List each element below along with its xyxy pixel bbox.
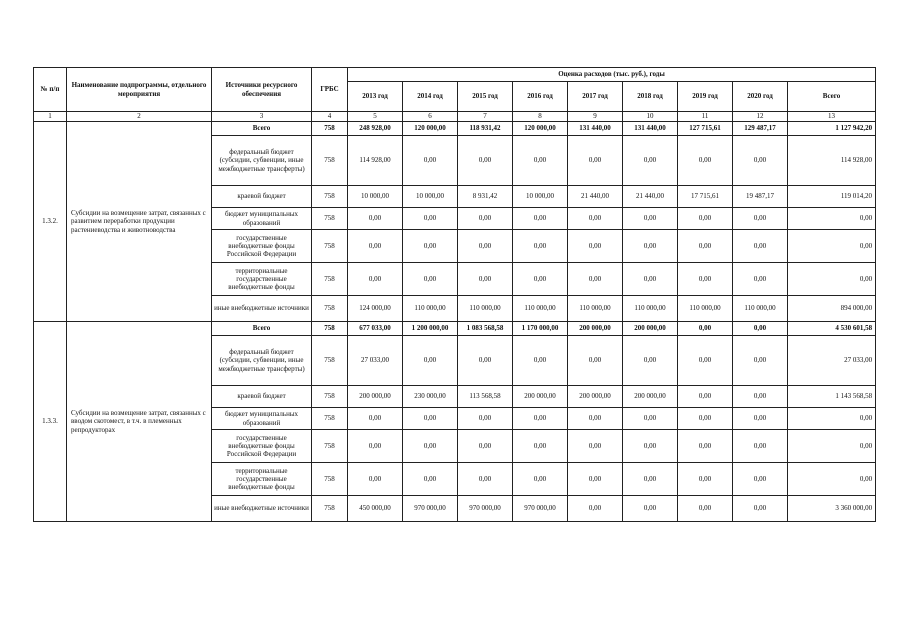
year-value: 0,00: [458, 336, 513, 386]
year-value: 0,00: [568, 336, 623, 386]
funding-source: федеральный бюджет (субсидии, субвенции, иные межбюджетные трансферты): [212, 136, 312, 186]
table-body: [34, 122, 876, 522]
header-year: 2015 год: [458, 82, 513, 112]
column-number: 1: [34, 112, 67, 122]
grbs-code: 758: [312, 430, 348, 463]
total-value: 1 127 942,20: [788, 122, 876, 136]
year-value: 0,00: [678, 386, 733, 408]
year-value: 0,00: [458, 136, 513, 186]
year-value: 0,00: [568, 408, 623, 430]
year-value: 0,00: [733, 208, 788, 230]
funding-source: иные внебюджетные источники: [212, 296, 312, 322]
grbs-code: 758: [312, 408, 348, 430]
measure-name: Субсидии на возмещение затрат, связанных с развитием переработки продукции растениеводства и животноводства: [67, 122, 212, 322]
year-value: 200 000,00: [623, 322, 678, 336]
year-value: 0,00: [403, 408, 458, 430]
year-value: 0,00: [568, 208, 623, 230]
total-value: 0,00: [788, 463, 876, 496]
year-value: 0,00: [458, 208, 513, 230]
column-number: 10: [623, 112, 678, 122]
year-value: 970 000,00: [403, 496, 458, 522]
year-value: 230 000,00: [403, 386, 458, 408]
year-value: 0,00: [678, 336, 733, 386]
funding-source: государственные внебюджетные фонды Российской Федерации: [212, 430, 312, 463]
column-number: 7: [458, 112, 513, 122]
year-value: 110 000,00: [403, 296, 458, 322]
year-value: 27 033,00: [348, 336, 403, 386]
total-value: 4 530 601,58: [788, 322, 876, 336]
header-year: 2013 год: [348, 82, 403, 112]
year-value: 0,00: [403, 430, 458, 463]
funding-source: иные внебюджетные источники: [212, 496, 312, 522]
measure-index: 1.3.2.: [34, 122, 67, 322]
year-value: 110 000,00: [458, 296, 513, 322]
year-value: 0,00: [733, 336, 788, 386]
year-value: 0,00: [513, 230, 568, 263]
year-value: 0,00: [678, 208, 733, 230]
year-value: 0,00: [733, 386, 788, 408]
total-value: 114 928,00: [788, 136, 876, 186]
year-value: 0,00: [568, 430, 623, 463]
column-number: 11: [678, 112, 733, 122]
year-value: 113 568,58: [458, 386, 513, 408]
column-number: 2: [67, 112, 212, 122]
year-value: 1 083 568,58: [458, 322, 513, 336]
year-value: 0,00: [678, 322, 733, 336]
year-value: 0,00: [623, 230, 678, 263]
year-value: 677 033,00: [348, 322, 403, 336]
year-value: 0,00: [623, 430, 678, 463]
year-value: 970 000,00: [513, 496, 568, 522]
grbs-code: 758: [312, 186, 348, 208]
grbs-code: 758: [312, 296, 348, 322]
grbs-code: 758: [312, 263, 348, 296]
header-number: № п/п: [34, 68, 67, 112]
year-value: 110 000,00: [623, 296, 678, 322]
year-value: 110 000,00: [678, 296, 733, 322]
year-value: 131 440,00: [623, 122, 678, 136]
year-value: 0,00: [623, 136, 678, 186]
year-value: 0,00: [403, 136, 458, 186]
year-value: 0,00: [733, 136, 788, 186]
year-value: 0,00: [733, 496, 788, 522]
funding-source: территориальные государственные внебюджетные фонды: [212, 263, 312, 296]
year-value: 0,00: [513, 463, 568, 496]
total-value: 3 360 000,00: [788, 496, 876, 522]
total-value: 0,00: [788, 230, 876, 263]
column-number: 9: [568, 112, 623, 122]
funding-source: федеральный бюджет (субсидии, субвенции, иные межбюджетные трансферты): [212, 336, 312, 386]
funding-source: бюджет муниципальных образований: [212, 208, 312, 230]
year-value: 0,00: [678, 136, 733, 186]
year-value: 0,00: [678, 430, 733, 463]
header-estimate: Оценка расходов (тыс. руб.), годы: [348, 68, 876, 82]
year-value: 0,00: [348, 408, 403, 430]
year-value: 0,00: [348, 230, 403, 263]
funding-source: Всего: [212, 322, 312, 336]
grbs-code: 758: [312, 208, 348, 230]
header-year: 2018 год: [623, 82, 678, 112]
year-value: 0,00: [403, 263, 458, 296]
year-value: 129 487,17: [733, 122, 788, 136]
header-year: 2016 год: [513, 82, 568, 112]
grbs-code: 758: [312, 322, 348, 336]
year-value: 0,00: [568, 496, 623, 522]
year-value: 0,00: [733, 408, 788, 430]
year-value: 19 487,17: [733, 186, 788, 208]
column-numbers-row: [34, 112, 876, 122]
funding-source: Всего: [212, 122, 312, 136]
grbs-code: 758: [312, 463, 348, 496]
measure-name: Субсидии на возмещение затрат, связанных с вводом скотомест, в т.ч. в племенных репродукторах: [67, 322, 212, 522]
header-year: 2020 год: [733, 82, 788, 112]
grbs-code: 758: [312, 496, 348, 522]
year-value: 0,00: [678, 408, 733, 430]
header-grbs: ГРБС: [312, 68, 348, 112]
year-value: 248 928,00: [348, 122, 403, 136]
year-value: 0,00: [733, 430, 788, 463]
grbs-code: 758: [312, 336, 348, 386]
header-year: 2017 год: [568, 82, 623, 112]
year-value: 0,00: [403, 463, 458, 496]
year-value: 0,00: [733, 463, 788, 496]
column-number: 6: [403, 112, 458, 122]
year-value: 0,00: [348, 208, 403, 230]
year-value: 0,00: [568, 136, 623, 186]
grbs-code: 758: [312, 230, 348, 263]
column-number: 5: [348, 112, 403, 122]
year-value: 10 000,00: [403, 186, 458, 208]
year-value: 120 000,00: [513, 122, 568, 136]
year-value: 200 000,00: [568, 386, 623, 408]
total-value: 894 000,00: [788, 296, 876, 322]
year-value: 120 000,00: [403, 122, 458, 136]
year-value: 110 000,00: [513, 296, 568, 322]
year-value: 200 000,00: [513, 386, 568, 408]
year-value: 0,00: [513, 408, 568, 430]
header-year: Всего: [788, 82, 876, 112]
year-value: 0,00: [623, 208, 678, 230]
year-value: 0,00: [568, 463, 623, 496]
table-row: [34, 322, 876, 336]
total-value: 1 143 568,58: [788, 386, 876, 408]
header-year: 2019 год: [678, 82, 733, 112]
year-value: 10 000,00: [348, 186, 403, 208]
year-value: 970 000,00: [458, 496, 513, 522]
year-value: 0,00: [348, 463, 403, 496]
year-value: 118 931,42: [458, 122, 513, 136]
year-value: 0,00: [513, 263, 568, 296]
year-value: 0,00: [568, 230, 623, 263]
total-value: 0,00: [788, 430, 876, 463]
year-value: 0,00: [348, 430, 403, 463]
total-value: 27 033,00: [788, 336, 876, 386]
total-value: 0,00: [788, 263, 876, 296]
year-value: 0,00: [513, 336, 568, 386]
year-value: 0,00: [623, 408, 678, 430]
year-value: 200 000,00: [348, 386, 403, 408]
column-number: 13: [788, 112, 876, 122]
total-value: 119 014,20: [788, 186, 876, 208]
year-value: 110 000,00: [733, 296, 788, 322]
column-number: 8: [513, 112, 568, 122]
year-value: 0,00: [458, 230, 513, 263]
column-number: 3: [212, 112, 312, 122]
year-value: 0,00: [733, 322, 788, 336]
year-value: 0,00: [678, 496, 733, 522]
funding-source: территориальные государственные внебюджетные фонды: [212, 463, 312, 496]
funding-source: государственные внебюджетные фонды Российской Федерации: [212, 230, 312, 263]
year-value: 21 440,00: [568, 186, 623, 208]
year-value: 0,00: [733, 263, 788, 296]
year-value: 21 440,00: [623, 186, 678, 208]
measure-index: 1.3.3.: [34, 322, 67, 522]
year-value: 0,00: [403, 336, 458, 386]
funding-source: краевой бюджет: [212, 386, 312, 408]
year-value: 0,00: [623, 496, 678, 522]
year-value: 200 000,00: [623, 386, 678, 408]
year-value: 0,00: [733, 230, 788, 263]
year-value: 124 000,00: [348, 296, 403, 322]
year-value: 1 170 000,00: [513, 322, 568, 336]
funding-source: краевой бюджет: [212, 186, 312, 208]
year-value: 450 000,00: [348, 496, 403, 522]
year-value: 131 440,00: [568, 122, 623, 136]
year-value: 0,00: [678, 230, 733, 263]
year-value: 0,00: [678, 263, 733, 296]
grbs-code: 758: [312, 386, 348, 408]
year-value: 0,00: [348, 263, 403, 296]
year-value: 114 928,00: [348, 136, 403, 186]
header-source: Источники ресурсного обеспечения: [212, 68, 312, 112]
year-value: 1 200 000,00: [403, 322, 458, 336]
year-value: 127 715,61: [678, 122, 733, 136]
year-value: 0,00: [513, 136, 568, 186]
year-value: 10 000,00: [513, 186, 568, 208]
funding-source: бюджет муниципальных образований: [212, 408, 312, 430]
year-value: 0,00: [458, 463, 513, 496]
year-value: 0,00: [403, 208, 458, 230]
year-value: 0,00: [458, 408, 513, 430]
total-value: 0,00: [788, 408, 876, 430]
year-value: 0,00: [623, 263, 678, 296]
year-value: 17 715,61: [678, 186, 733, 208]
year-value: 0,00: [513, 430, 568, 463]
year-value: 110 000,00: [568, 296, 623, 322]
total-value: 0,00: [788, 208, 876, 230]
year-value: 0,00: [403, 230, 458, 263]
header-name: Наименование подпрограммы, отдельного мероприятия: [67, 68, 212, 112]
table-row: [34, 122, 876, 136]
year-value: 0,00: [513, 208, 568, 230]
year-value: 0,00: [458, 263, 513, 296]
year-value: 0,00: [568, 263, 623, 296]
year-value: 8 931,42: [458, 186, 513, 208]
expense-table: [33, 67, 876, 522]
grbs-code: 758: [312, 122, 348, 136]
grbs-code: 758: [312, 136, 348, 186]
header-year: 2014 год: [403, 82, 458, 112]
year-value: 0,00: [458, 430, 513, 463]
year-value: 200 000,00: [568, 322, 623, 336]
year-value: 0,00: [623, 463, 678, 496]
year-value: 0,00: [623, 336, 678, 386]
column-number: 12: [733, 112, 788, 122]
column-number: 4: [312, 112, 348, 122]
year-value: 0,00: [678, 463, 733, 496]
